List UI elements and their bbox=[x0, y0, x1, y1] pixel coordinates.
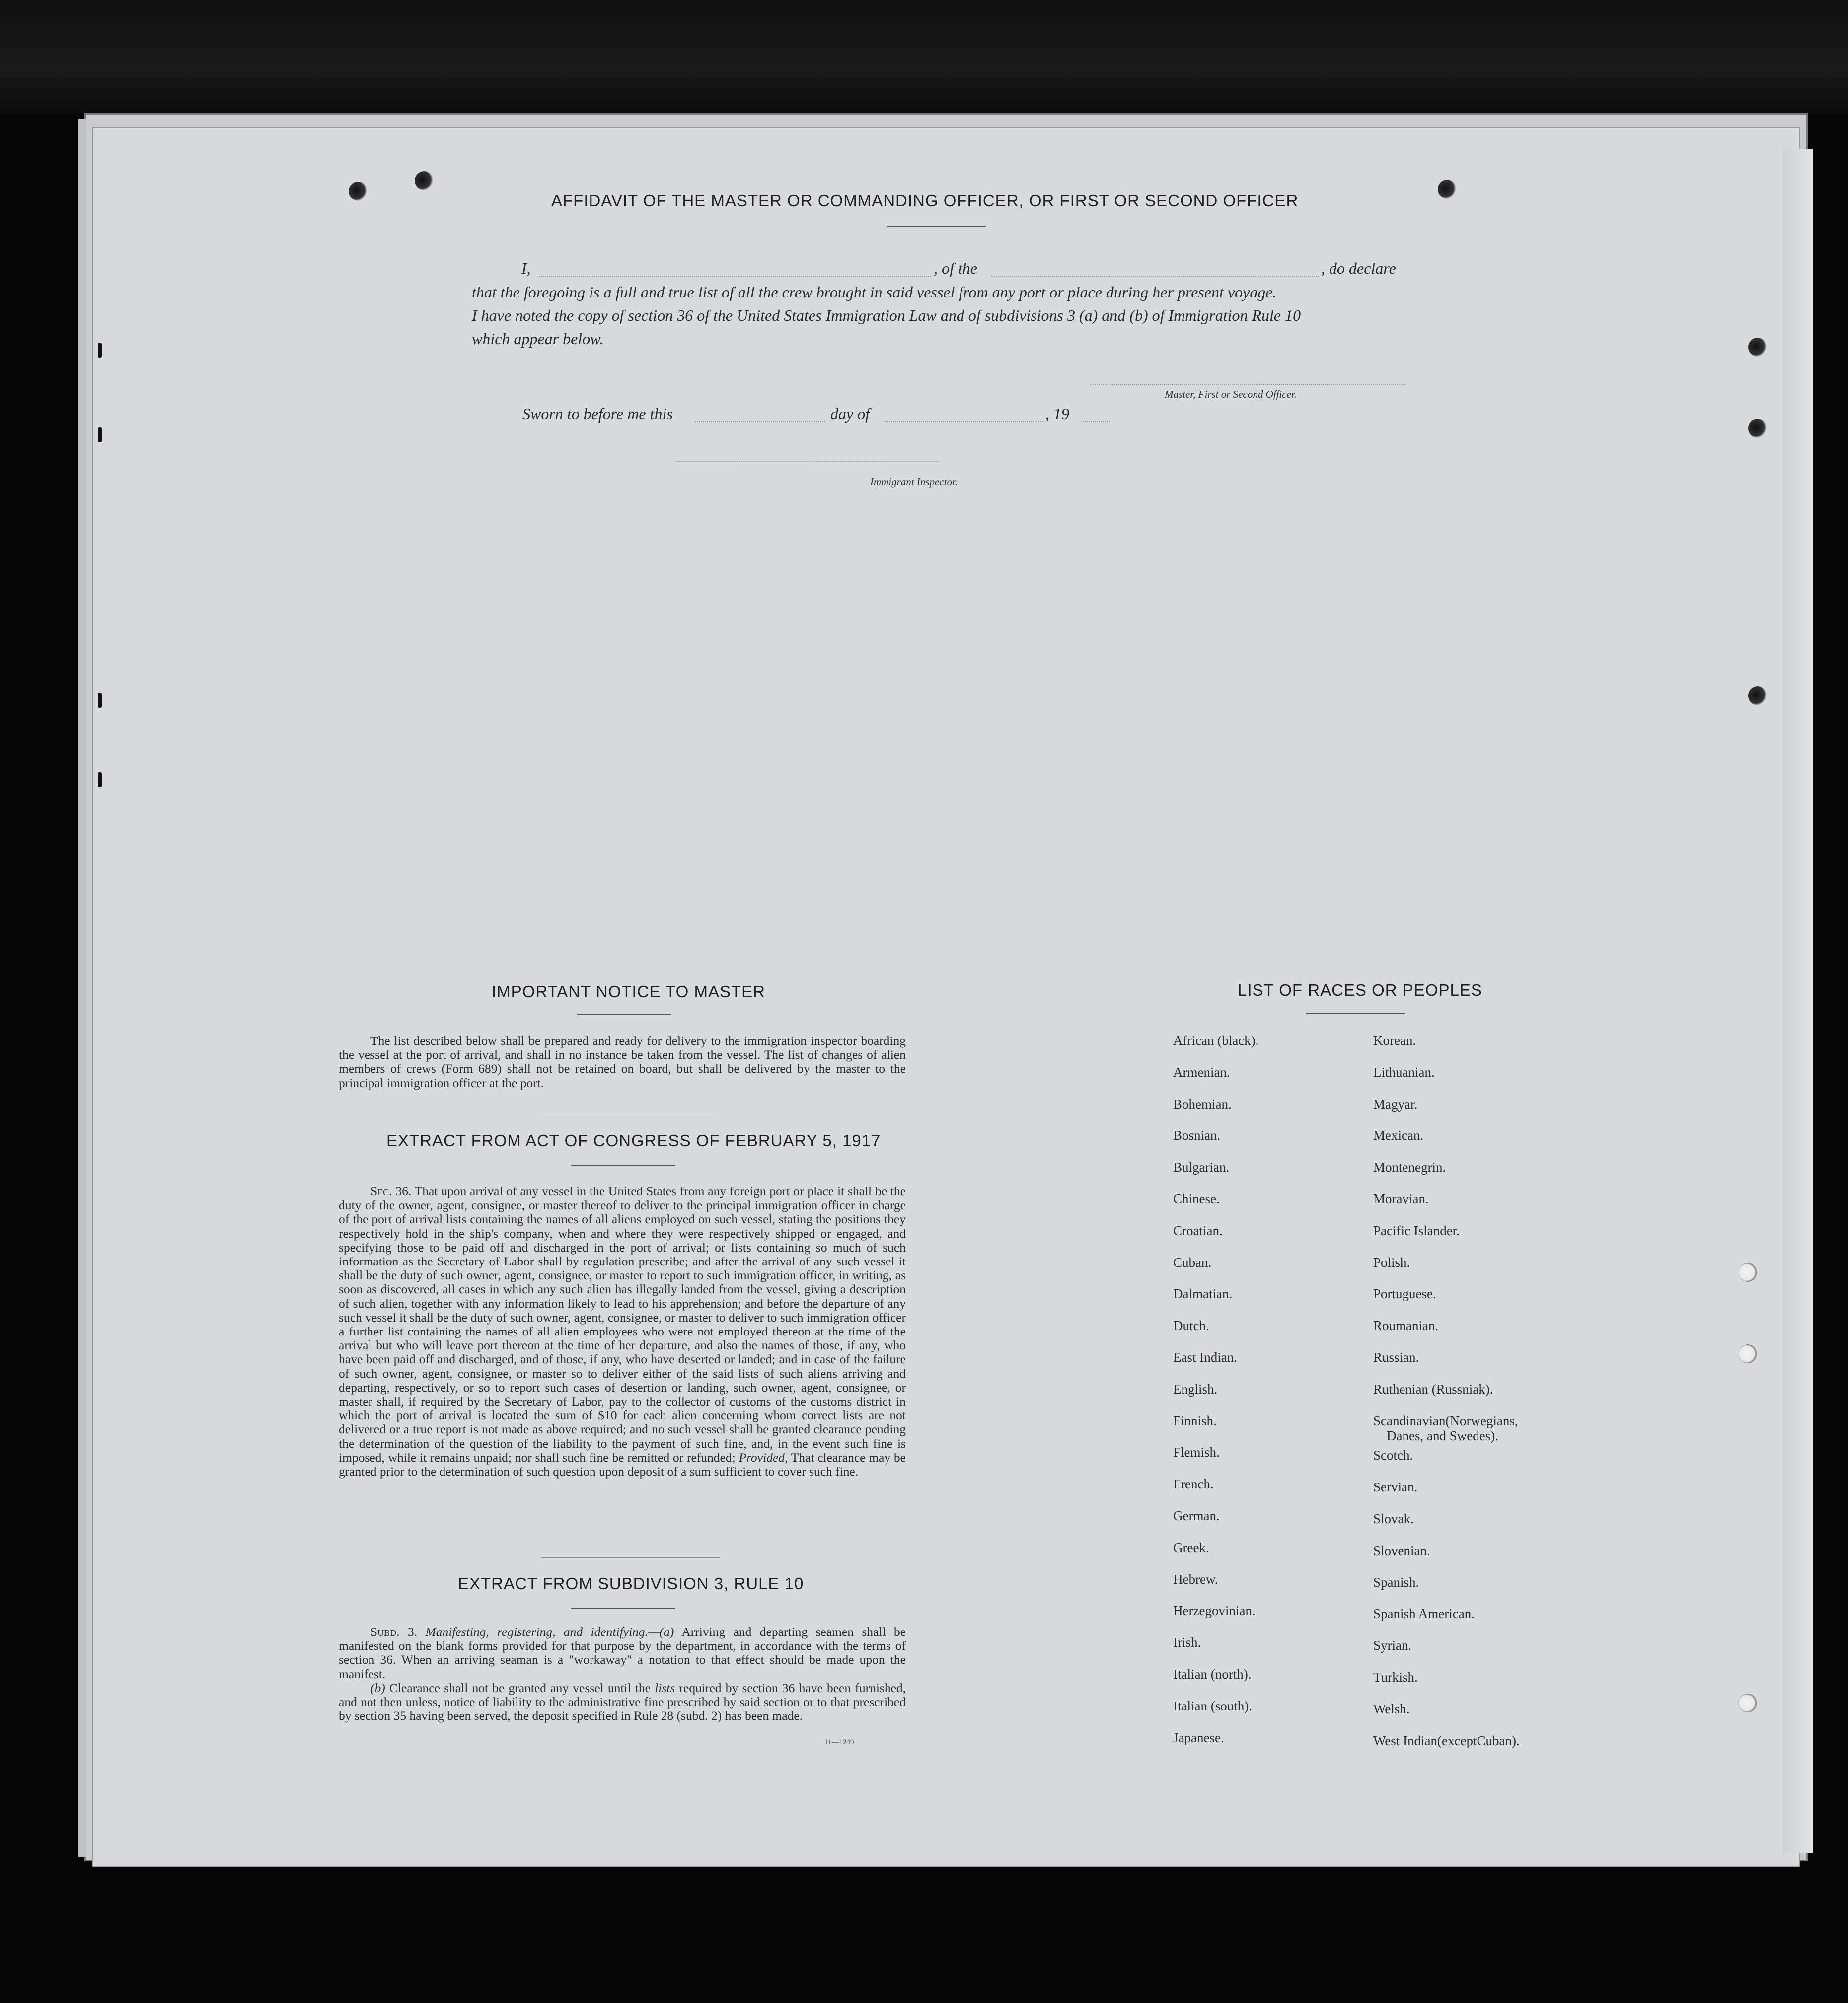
punch-hole bbox=[349, 182, 368, 201]
punch-hole bbox=[1438, 180, 1457, 199]
sheet-edge-right bbox=[1783, 149, 1813, 1853]
name-blank bbox=[539, 276, 931, 277]
race-item: African (black). bbox=[1173, 1033, 1259, 1048]
subd-label: Subd. 3. bbox=[370, 1625, 418, 1639]
b-text-2: required by section 36 have been furnished, and not then unless, notice of liability to the administrative fine prescribed by said section or to that prescribed by section 35 having been served, the deposit specified in Rule 28 (subd. 2) has been made. bbox=[339, 1681, 906, 1723]
punch-hole bbox=[1748, 338, 1767, 357]
race-item: Korean. bbox=[1373, 1033, 1416, 1048]
race-item: Scandinavian(Norwegians, bbox=[1373, 1413, 1518, 1428]
affidavit-line-2: that the foregoing is a full and true list of all the crew brought in said vessel from any port or place during her present voyage. bbox=[472, 283, 1277, 301]
race-item: Ruthenian (Russniak). bbox=[1373, 1381, 1493, 1397]
race-item: Mexican. bbox=[1373, 1128, 1424, 1143]
race-item: Italian (north). bbox=[1173, 1667, 1252, 1682]
heading-rule bbox=[571, 1165, 675, 1166]
race-item: Servian. bbox=[1373, 1480, 1418, 1495]
race-item: Roumanian. bbox=[1373, 1318, 1439, 1334]
act-main-text: That upon arrival of any vessel in the United States from any foreign port or place it shall be the duty of the owner, agent, consignee, or master thereof to deliver to the principal immigration officer in charge of the port of arrival lists containing the names of all aliens employed on such vessel, stating the positions they respectively hold in the ship's company, when and where they were respectively shipped or engaged, and specifying those to be paid off and discharged in the port of arrival; or lists containing so much of such information as the Secretary of Labor shall by regulation prescribe; and after the arrival of any such vessel it shall be the duty of such owner, agent, consignee, or master to report to such immigration officer, in writing, as soon as discovered, all cases in which any such alien has illegally landed from the vessel, giving a description of such alien, together with any information likely to lead to his apprehension; and before the departure of any such vessel it shall be the duty of such owner, agent, consignee, or master to deliver to such immigration officer a further list containing the names of all alien employees who were not employed thereon at the time of the arrival but who will leave port thereon at the time of her departure, and also the names of those, if any, who have been paid off and discharged, and of those, if any, who have deserted or landed; and in case of the failure of such owner, agent, consignee, or master so to deliver either of the said lists of such aliens arriving and departing, respectively, or so to report such cases of desertion or landing, such owner, agent, consignee, or master shall, if required by the Secretary of Labor, pay to the collector of customs of the customs district in which the port of arrival is located the sum of $10 for each alien concerning whom correct lists are not delivered or a true report is not made as above required; and no such vessel shall be granted clearance pending the determination of the question of the liability to the payment of such fine, and, in the event such fine is imposed, while it remains unpaid; nor shall such fine be remitted or refunded; bbox=[339, 1184, 906, 1465]
race-item: Welsh. bbox=[1373, 1701, 1410, 1716]
rule-heading: EXTRACT FROM SUBDIVISION 3, RULE 10 bbox=[458, 1574, 804, 1593]
race-item: German. bbox=[1173, 1508, 1220, 1523]
sec-label: Sec. 36. bbox=[370, 1184, 412, 1198]
race-item: East Indian. bbox=[1173, 1350, 1237, 1365]
a-label: —(a) bbox=[648, 1625, 674, 1639]
race-item: Dutch. bbox=[1173, 1318, 1209, 1334]
act-end-text: That clearance may be granted prior to the determination of such question upon deposit of a sum sufficient to cover such fine. bbox=[339, 1450, 906, 1479]
b-text-1: Clearance shall not be granted any vessel until the bbox=[389, 1681, 651, 1695]
race-item: Flemish. bbox=[1173, 1445, 1220, 1460]
race-item: Japanese. bbox=[1173, 1730, 1224, 1745]
race-item: Portuguese. bbox=[1373, 1286, 1436, 1302]
race-item: Russian. bbox=[1373, 1350, 1419, 1365]
vessel-blank bbox=[991, 276, 1319, 277]
heading-rule bbox=[577, 1014, 671, 1015]
race-item: Slovak. bbox=[1373, 1511, 1414, 1526]
notice-text: The list described below shall be prepared and ready for delivery to the immigration inspector boarding the vessel at the port of arrival, and shall in no instance be taken from the vessel. The list of changes of alien members of crews (Form 689) shall not be retained on board, but shall be delivered by the master to the principal immigration officer at the port. bbox=[339, 1034, 906, 1090]
race-item: Pacific Islander. bbox=[1373, 1223, 1460, 1238]
heading-rule bbox=[887, 226, 986, 227]
day-blank bbox=[695, 421, 825, 422]
b-lists: lists bbox=[655, 1681, 675, 1695]
race-item: Cuban. bbox=[1173, 1255, 1212, 1270]
act-heading: EXTRACT FROM ACT OF CONGRESS OF FEBRUARY 5, 1917 bbox=[386, 1131, 881, 1150]
rule-a-text bbox=[339, 1625, 906, 1681]
race-item: Finnish. bbox=[1173, 1413, 1217, 1428]
race-item: Lithuanian. bbox=[1373, 1064, 1435, 1080]
affidavit-line-4: which appear below. bbox=[472, 330, 604, 348]
year-text: , 19 bbox=[1045, 405, 1069, 423]
race-item: Polish. bbox=[1373, 1255, 1410, 1270]
race-item: English. bbox=[1173, 1381, 1218, 1397]
inspector-signature-blank bbox=[675, 461, 939, 462]
inspector-caption: Immigrant Inspector. bbox=[870, 476, 958, 488]
sworn-text: Sworn to before me this bbox=[522, 405, 673, 423]
scan-background bbox=[0, 0, 1848, 114]
race-item: Slovenian. bbox=[1373, 1543, 1430, 1558]
sheet-edge-left bbox=[78, 119, 86, 1857]
race-item: Greek. bbox=[1173, 1540, 1209, 1555]
month-blank bbox=[884, 421, 1043, 422]
section-rule bbox=[541, 1557, 720, 1558]
binder-mark bbox=[98, 693, 102, 708]
binder-mark bbox=[98, 343, 102, 358]
punch-hole bbox=[1738, 1344, 1757, 1363]
b-label: (b) bbox=[370, 1681, 385, 1695]
race-item: Scotch. bbox=[1373, 1448, 1413, 1463]
affidavit-i: I, bbox=[521, 259, 531, 277]
punch-hole bbox=[1748, 419, 1767, 438]
race-item: Magyar. bbox=[1373, 1096, 1418, 1112]
race-item: Irish. bbox=[1173, 1635, 1201, 1650]
race-item: Moravian. bbox=[1373, 1191, 1429, 1206]
races-heading: LIST OF RACES OR PEOPLES bbox=[1238, 981, 1482, 999]
punch-hole bbox=[1748, 686, 1767, 705]
race-item: Montenegrin. bbox=[1373, 1160, 1446, 1175]
binder-mark bbox=[98, 772, 102, 787]
race-item: West Indian(exceptCuban). bbox=[1373, 1733, 1520, 1748]
race-item: Bohemian. bbox=[1173, 1096, 1232, 1112]
race-item: Herzegovinian. bbox=[1173, 1603, 1256, 1619]
rule-b-text bbox=[339, 1681, 906, 1723]
affidavit-line-3: I have noted the copy of section 36 of the United States Immigration Law and of subdivisions 3 (a) and (b) of Immigration Rule 10 bbox=[472, 306, 1301, 324]
document-sheet bbox=[92, 127, 1800, 1867]
race-item: Spanish American. bbox=[1373, 1606, 1475, 1622]
form-number: 11—1249 bbox=[824, 1738, 854, 1746]
race-item: Bosnian. bbox=[1173, 1128, 1221, 1143]
race-item: Syrian. bbox=[1373, 1638, 1412, 1653]
heading-rule bbox=[1306, 1013, 1405, 1014]
race-item: Hebrew. bbox=[1173, 1571, 1218, 1587]
race-item: Chinese. bbox=[1173, 1191, 1220, 1206]
race-item: Croatian. bbox=[1173, 1223, 1223, 1238]
affidavit-declare: , do declare bbox=[1321, 259, 1396, 277]
race-item: Bulgarian. bbox=[1173, 1160, 1230, 1175]
heading-rule bbox=[571, 1608, 675, 1609]
race-item: Dalmatian. bbox=[1173, 1286, 1233, 1302]
master-signature-blank bbox=[1090, 384, 1405, 385]
race-item: Armenian. bbox=[1173, 1064, 1230, 1080]
punch-hole bbox=[1738, 1263, 1757, 1282]
provided-text: Provided, bbox=[739, 1450, 788, 1465]
notice-heading: IMPORTANT NOTICE TO MASTER bbox=[492, 982, 766, 1001]
affidavit-heading: AFFIDAVIT OF THE MASTER OR COMMANDING OFFICER, OR FIRST OR SECOND OFFICER bbox=[551, 191, 1299, 210]
race-item: Italian (south). bbox=[1173, 1698, 1252, 1713]
act-text bbox=[339, 1185, 906, 1479]
day-of-text: day of bbox=[830, 405, 870, 423]
binder-mark bbox=[98, 427, 102, 442]
affidavit-of-the: , of the bbox=[934, 259, 977, 277]
master-caption: Master, First or Second Officer. bbox=[1165, 388, 1297, 400]
year-blank bbox=[1083, 421, 1110, 422]
race-item: French. bbox=[1173, 1477, 1214, 1492]
punch-hole bbox=[415, 171, 434, 190]
race-item: Turkish. bbox=[1373, 1670, 1418, 1685]
subd-title: Manifesting, registering, and identifying. bbox=[425, 1625, 648, 1639]
race-item: Spanish. bbox=[1373, 1574, 1419, 1590]
punch-hole bbox=[1738, 1694, 1757, 1712]
race-item: Danes, and Swedes). bbox=[1387, 1428, 1498, 1443]
a-text: Arriving and departing seamen shall be manifested on the blank forms provided for that purpose by the department, in accordance with the terms of section 36. When an arriving seaman is a "workaway" a notation to that effect should be made upon the manifest. bbox=[339, 1625, 906, 1681]
